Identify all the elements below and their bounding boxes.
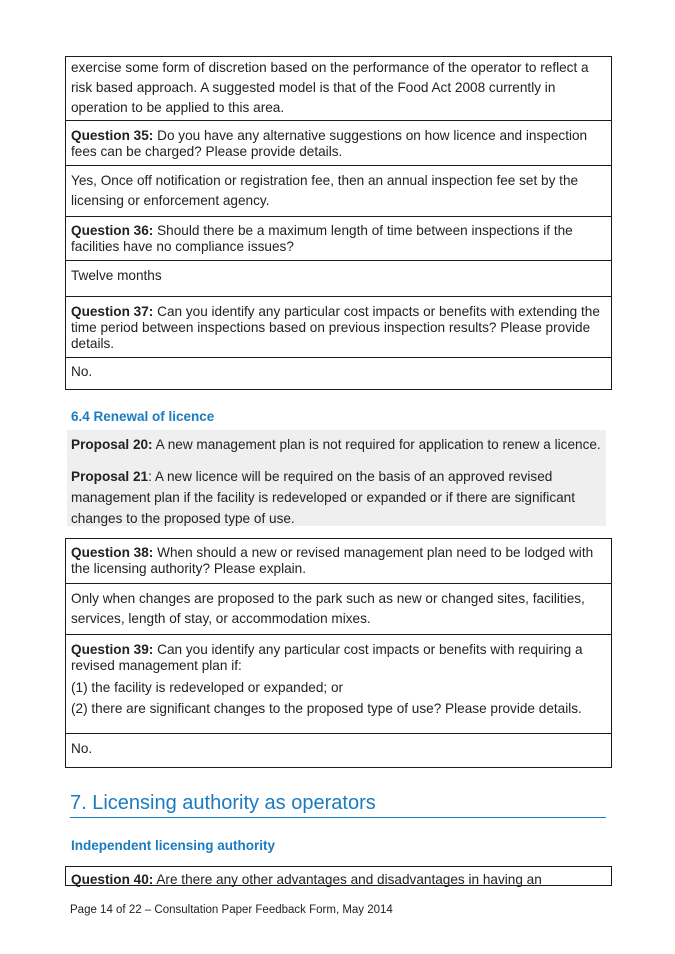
answer-36-text: Twelve months [71,268,162,283]
proposal-20-text: A new management plan is not required for application to renew a licence. [152,437,601,452]
proposal-20-label: Proposal 20: [71,437,153,452]
question-36-text: Should there be a maximum length of time between inspections if the facilities have no compliance issues? [71,223,573,254]
page-footer: Page 14 of 22 – Consultation Paper Feedback Form, May 2014 [70,904,393,916]
question-38-text: When should a new or revised management plan need to be lodged with the licensing authority? Please explain. [71,545,594,576]
answer-text: exercise some form of discretion based on the performance of the operator to reflect a risk based approach. A suggested model is that of the Food Act 2008 currently in operation to be applied to this area. [71,60,589,115]
feedback-table-2 [65,538,612,768]
question-39-text: Can you identify any particular cost impacts or benefits with requiring a revised management plan if: [71,642,583,673]
question-39-item-1: (1) the facility is redeveloped or expanded; or [71,680,344,695]
answer-37-text: No. [71,364,93,379]
question-39-cell [66,634,611,733]
answer-38-text: Only when changes are proposed to the park such as new or changed sites, facilities, services, length of stay, or accommodation mixes. [71,591,585,626]
proposal-21-label: Proposal 21 [71,469,149,484]
proposal-21 [71,466,602,529]
question-39-label: Question 39: [71,642,154,657]
proposal-21-text: : A new licence will be required on the basis of an approved revised management plan if the facility is redeveloped or expanded or if there are significant changes to the proposed type of use. [71,469,576,526]
question-35-label: Question 35: [71,128,154,143]
answer-35-cell[interactable] [66,165,611,216]
answer-35-text: Yes, Once off notification or registration fee, then an annual inspection fee set by the licensing or enforcement agency. [71,173,579,208]
answer-39-cell[interactable] [66,733,611,767]
question-35-text: Do you have any alternative suggestions on how licence and inspection fees can be charged? Please provide details. [71,128,588,159]
question-39-item-2: (2) there are significant changes to the proposed type of use? Please provide details. [71,701,582,716]
answer-cell [66,57,611,120]
question-37-text: Can you identify any particular cost impacts or benefits with extending the time period between inspections based on previous inspection results? Please provide details. [71,304,600,351]
question-40-text: Are there any other advantages and disadvantages in having an [153,872,542,887]
proposal-20 [71,434,602,455]
question-37-label: Question 37: [71,304,154,319]
question-37-cell [66,296,611,357]
chapter-7-heading: 7. Licensing authority as operators [70,790,606,818]
question-36-label: Question 36: [71,223,154,238]
answer-36-cell[interactable] [66,260,611,296]
question-40-label: Question 40: [71,872,154,887]
answer-39-text: No. [71,741,93,756]
feedback-table-1 [65,56,612,390]
question-36-cell [66,216,611,260]
feedback-table-3 [65,866,612,886]
section-heading-independent-authority: Independent licensing authority [71,838,276,853]
question-38-label: Question 38: [71,545,154,560]
answer-38-cell[interactable] [66,583,611,634]
question-35-cell [66,120,611,165]
answer-37-cell[interactable] [66,357,611,389]
section-heading-6-4: 6.4 Renewal of licence [71,409,215,424]
question-40-cell [66,867,611,888]
question-38-cell [66,539,611,583]
question-39-text-block [71,642,606,674]
proposals-panel [67,430,606,526]
